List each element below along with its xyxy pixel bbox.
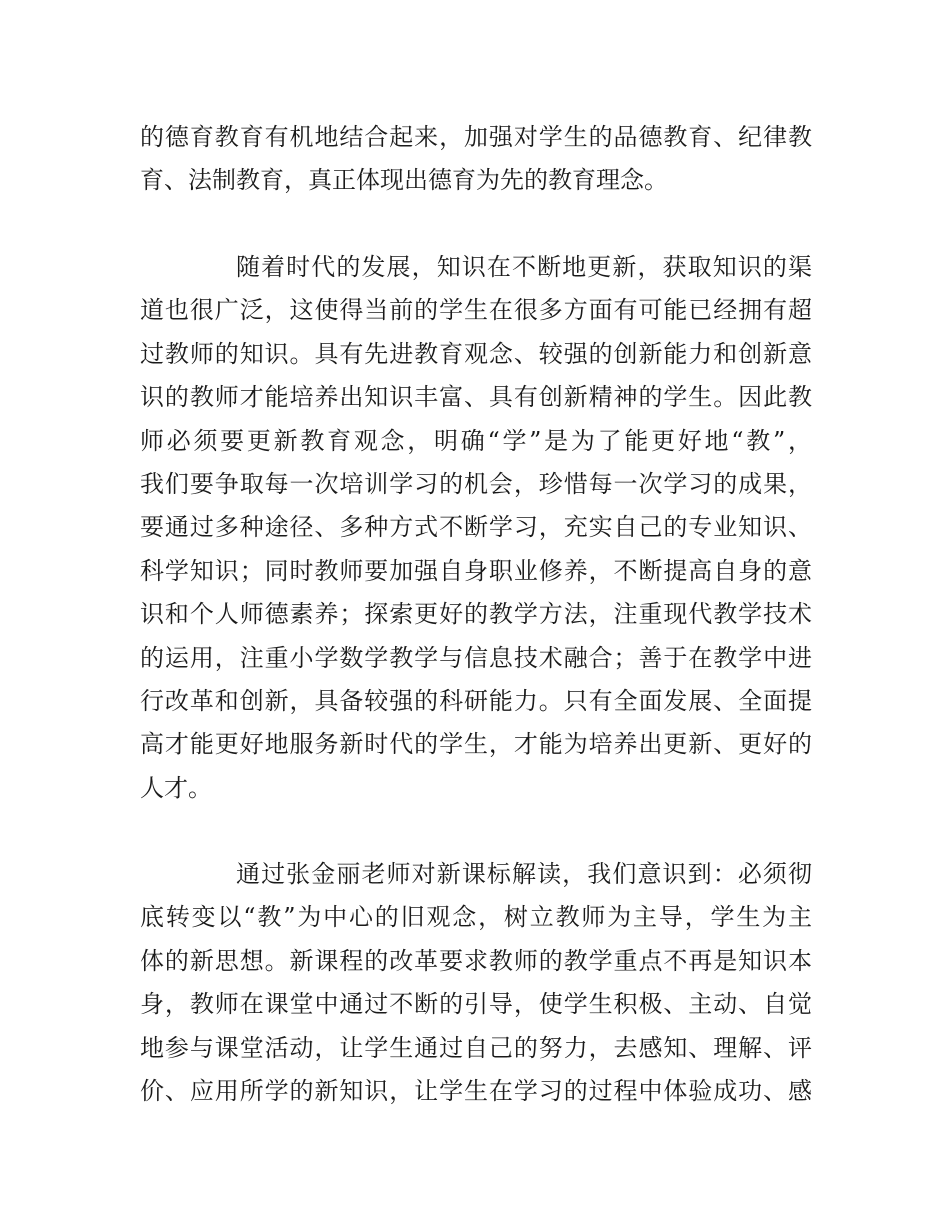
- text-line: 过教师的知识。具有先进教育观念、较强的创新能力和创新意: [140, 339, 812, 368]
- text-line: 体的新思想。新课程的改革要求教师的教学重点不再是知识本: [140, 946, 812, 975]
- text-line: 我们要争取每一次培训学习的机会，珍惜每一次学习的成果，: [140, 469, 812, 498]
- text-line: 底转变以“教”为中心的旧观念，树立教师为主导，学生为主: [140, 903, 812, 932]
- text-line: 育、法制教育，真正体现出德育为先的教育理念。: [140, 166, 668, 195]
- text-line: 行改革和创新，具备较强的科研能力。只有全面发展、全面提: [140, 686, 812, 715]
- text-line: 人才。: [140, 773, 212, 802]
- text-line: 要通过多种途径、多种方式不断学习，充实自己的专业知识、: [140, 513, 812, 542]
- text-line: 价、应用所学的新知识，让学生在学习的过程中体验成功、感: [140, 1076, 812, 1105]
- text-line: 师必须要更新教育观念，明确“学”是为了能更好地“教”，: [140, 426, 812, 455]
- text-line: 识和个人师德素养；探索更好的教学方法，注重现代教学技术: [140, 600, 812, 629]
- paragraph-3: [140, 853, 812, 1113]
- text-line: 科学知识；同时教师要加强自身职业修养，不断提高自身的意: [140, 556, 812, 585]
- text-line: 识的教师才能培养出知识丰富、具有创新精神的学生。因此教: [140, 383, 812, 412]
- text-line: 身，教师在课堂中通过不断的引导，使学生积极、主动、自觉: [140, 990, 812, 1019]
- text-line: 通过张金丽老师对新课标解读，我们意识到：必须彻: [236, 860, 812, 888]
- text-line: 随着时代的发展，知识在不断地更新，获取知识的渠: [236, 253, 812, 281]
- text-line: 的德育教育有机地结合起来，加强对学生的品德教育、纪律教: [140, 123, 812, 151]
- paragraph-1: [140, 116, 812, 203]
- text-line: 地参与课堂活动，让学生通过自己的努力，去感知、理解、评: [140, 1033, 812, 1062]
- text-line: 道也很广泛，这使得当前的学生在很多方面有可能已经拥有超: [140, 296, 812, 325]
- text-line: 高才能更好地服务新时代的学生，才能为培养出更新、更好的: [140, 730, 812, 759]
- text-line: 的运用，注重小学数学教学与信息技术融合；善于在教学中进: [140, 643, 812, 672]
- paragraph-2: [140, 246, 812, 810]
